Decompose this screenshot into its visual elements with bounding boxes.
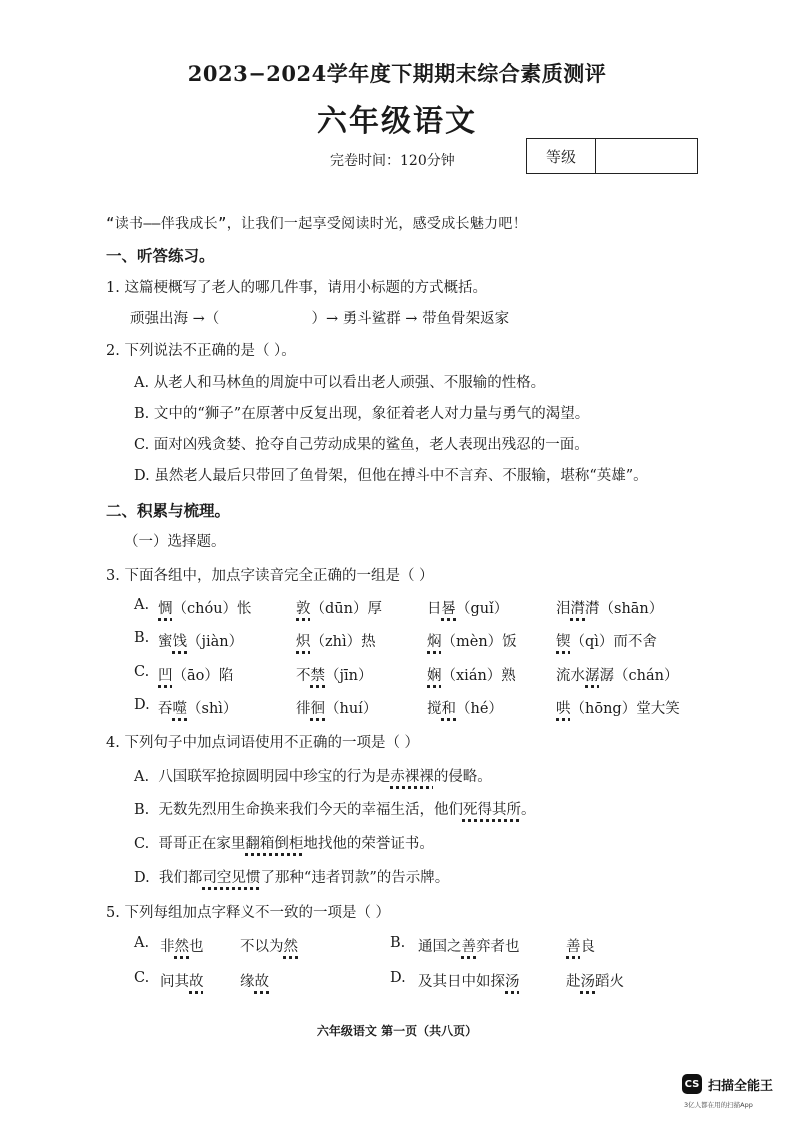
dotted-char: 汤 [505, 974, 520, 990]
question-2-option-c: C. 面对凶残贪婪、抢夺自己劳动成果的鲨鱼，老人表现出残忍的一面。 [134, 437, 589, 453]
dotted-word: 翻箱倒柜 [245, 836, 304, 852]
cell-post: （hōng）堂大笑 [570, 701, 680, 717]
phrase-pre: 非 [160, 939, 175, 955]
dotted-char: 潸 [570, 601, 585, 617]
question-1-flow: 顽强出海 →（ ）→ 勇斗鲨群 → 带鱼骨架返家 [130, 311, 510, 327]
cell-pre: 日 [427, 601, 442, 617]
intro-text: “读书——伴我成长”，让我们一起享受阅读时光，感受成长魅力吧！ [106, 216, 528, 232]
q3-cell [296, 597, 382, 618]
dotted-char: 凹 [158, 668, 173, 684]
dotted-char: 焖 [427, 634, 442, 650]
exam-series-title: 2023−2024学年度下期期末综合素质测评 [187, 61, 607, 86]
option-pre: 无数先烈用生命换来我们今天的幸福生活，他们 [158, 802, 463, 818]
q3-cell [427, 597, 508, 618]
question-5-stem: 5. 下列每组加点字释义不一致的一项是（ ） [106, 905, 391, 921]
scanner-watermark [682, 1074, 773, 1094]
option-pre: 我们都 [158, 870, 203, 886]
dotted-char: 然 [174, 939, 189, 955]
q3-row-label: C. [134, 664, 150, 680]
exam-time: 完卷时间：120分钟 [330, 153, 455, 169]
question-2-stem: 2. 下列说法不正确的是（ ）。 [106, 343, 296, 359]
q5-phrase-1 [160, 970, 204, 991]
cell-post: （jiàn） [187, 634, 244, 650]
q5-phrase-2 [566, 935, 595, 956]
dotted-char: 汤 [580, 974, 595, 990]
q5-option-label: B. [390, 935, 406, 951]
question-4-option-b [134, 798, 535, 819]
phrase-post: 蹈火 [595, 974, 624, 990]
question-3-stem: 3. 下面各组中，加点字读音完全正确的一组是（ ） [106, 568, 434, 584]
question-2-option-a: A. 从老人和马林鱼的周旋中可以看出老人顽强、不服输的性格。 [134, 375, 546, 391]
q3-cell [158, 697, 237, 718]
q5-option-label: D. [390, 970, 406, 986]
cell-post: 潸（shān） [585, 601, 664, 617]
section-heading-accumulation: 二、积累与梳理。 [106, 501, 231, 520]
question-2-option-d: D. 虽然老人最后只带回了鱼骨架，但他在搏斗中不言弃、不服输，堪称“英雄”。 [134, 468, 648, 484]
q5-phrase-2 [240, 970, 269, 991]
option-label: C. [134, 836, 150, 852]
cell-post: （guǐ） [456, 601, 509, 617]
dotted-char: 惆 [158, 601, 173, 617]
cell-pre: 泪 [556, 601, 571, 617]
dotted-char: 禁 [310, 668, 325, 684]
option-pre: 八国联军抢掠圆明园中珍宝的行为是 [158, 769, 391, 785]
dotted-char: 锲 [556, 634, 571, 650]
q3-cell [158, 597, 252, 618]
grade-value [596, 139, 697, 173]
q5-option-label: A. [134, 935, 150, 951]
option-pre: 哥哥正在家里 [158, 836, 246, 852]
phrase-pre: 问其 [160, 974, 189, 990]
cell-pre: 蜜 [158, 634, 173, 650]
phrase-pre: 缘 [240, 974, 255, 990]
phrase-pre: 及其日中如探 [418, 974, 505, 990]
q3-cell [556, 664, 678, 685]
cell-post: （qì）而不舍 [570, 634, 657, 650]
cell-pre: 搅 [427, 701, 442, 717]
phrase-post: 弈者也 [476, 939, 520, 955]
q5-phrase-1 [418, 970, 520, 991]
question-4-option-d [134, 866, 449, 887]
q3-cell [427, 664, 516, 685]
q5-phrase-2 [240, 935, 298, 956]
option-label: A. [134, 769, 150, 785]
cell-pre: 吞 [158, 701, 173, 717]
dotted-char: 饯 [172, 634, 187, 650]
phrase-pre: 不以为 [240, 939, 284, 955]
page-title: 六年级语文 [317, 104, 477, 139]
dotted-word: 死得其所 [462, 802, 521, 818]
q3-cell [556, 697, 680, 718]
dotted-char: 娴 [427, 668, 442, 684]
dotted-word: 赤裸裸 [390, 769, 434, 785]
cell-post: （huí） [325, 701, 378, 717]
option-post: 的侵略。 [433, 769, 492, 785]
cell-post: （shì） [187, 701, 238, 717]
cell-post: （mèn）饭 [441, 634, 517, 650]
cell-post: （āo）陷 [172, 668, 234, 684]
cell-post: 潺（chán） [599, 668, 679, 684]
cell-pre: 不 [296, 668, 311, 684]
option-post: 了那种“违者罚款”的告示牌。 [260, 870, 450, 886]
q3-row-label: D. [134, 697, 150, 713]
dotted-char: 哄 [556, 701, 571, 717]
phrase-pre: 赴 [566, 974, 581, 990]
dotted-char: 故 [254, 974, 269, 990]
q3-cell [427, 630, 517, 651]
question-4-option-a [134, 765, 492, 786]
option-label: D. [134, 870, 150, 886]
q3-cell [158, 630, 243, 651]
cell-pre: 徘 [296, 701, 311, 717]
dotted-char: 善 [461, 939, 476, 955]
q3-cell [296, 630, 376, 651]
cell-post: （jīn） [325, 668, 373, 684]
cell-post: （zhì）热 [310, 634, 376, 650]
page-footer: 六年级语文 第一页（共八页） [316, 1024, 478, 1038]
q5-option-label: C. [134, 970, 150, 986]
question-4-option-c [134, 832, 434, 853]
scanner-tagline: 3亿人都在用的扫描App [684, 1101, 753, 1109]
phrase-post: 也 [189, 939, 204, 955]
dotted-char: 潺 [585, 668, 600, 684]
q3-cell [427, 697, 503, 718]
section-heading-listening: 一、听答练习。 [106, 246, 215, 265]
grade-box [526, 138, 698, 174]
q5-phrase-1 [418, 935, 520, 956]
grade-label: 等级 [527, 139, 596, 173]
dotted-char: 炽 [296, 634, 311, 650]
dotted-char: 然 [283, 939, 298, 955]
dotted-char: 善 [566, 939, 581, 955]
camscanner-logo-icon: CS [682, 1074, 702, 1094]
q3-cell [556, 597, 663, 618]
phrase-pre: 通国之 [418, 939, 462, 955]
q5-phrase-2 [566, 970, 624, 991]
option-label: B. [134, 802, 150, 818]
cell-post: （xián）熟 [441, 668, 516, 684]
phrase-post: 良 [580, 939, 595, 955]
q3-row-label: A. [134, 597, 150, 613]
cell-post: （chóu）怅 [172, 601, 252, 617]
question-1-stem: 1. 这篇梗概写了老人的哪几件事，请用小标题的方式概括。 [106, 280, 487, 296]
dotted-char: 晷 [441, 601, 456, 617]
cell-post: （hé） [456, 701, 503, 717]
q3-cell [556, 630, 657, 651]
q3-cell [296, 664, 372, 685]
option-post: 。 [520, 802, 536, 818]
dotted-char: 噬 [172, 701, 187, 717]
q5-phrase-1 [160, 935, 204, 956]
dotted-word: 司空见惯 [202, 870, 261, 886]
q3-cell [158, 664, 233, 685]
dotted-char: 敦 [296, 601, 311, 617]
option-post: 地找他的荣誉证书。 [303, 836, 434, 852]
scanner-brand: 扫描全能王 [708, 1078, 774, 1094]
cell-post: （dūn）厚 [310, 601, 382, 617]
q3-cell [296, 697, 377, 718]
dotted-char: 和 [441, 701, 456, 717]
dotted-char: 故 [189, 974, 204, 990]
subsection-choice: （一）选择题。 [124, 534, 226, 550]
question-2-option-b: B. 文中的“狮子”在原著中反复出现，象征着老人对力量与勇气的渴望。 [134, 406, 590, 422]
cell-pre: 流水 [556, 668, 585, 684]
question-4-stem: 4. 下列句子中加点词语使用不正确的一项是（ ） [106, 735, 420, 751]
dotted-char: 徊 [310, 701, 325, 717]
q3-row-label: B. [134, 630, 150, 646]
